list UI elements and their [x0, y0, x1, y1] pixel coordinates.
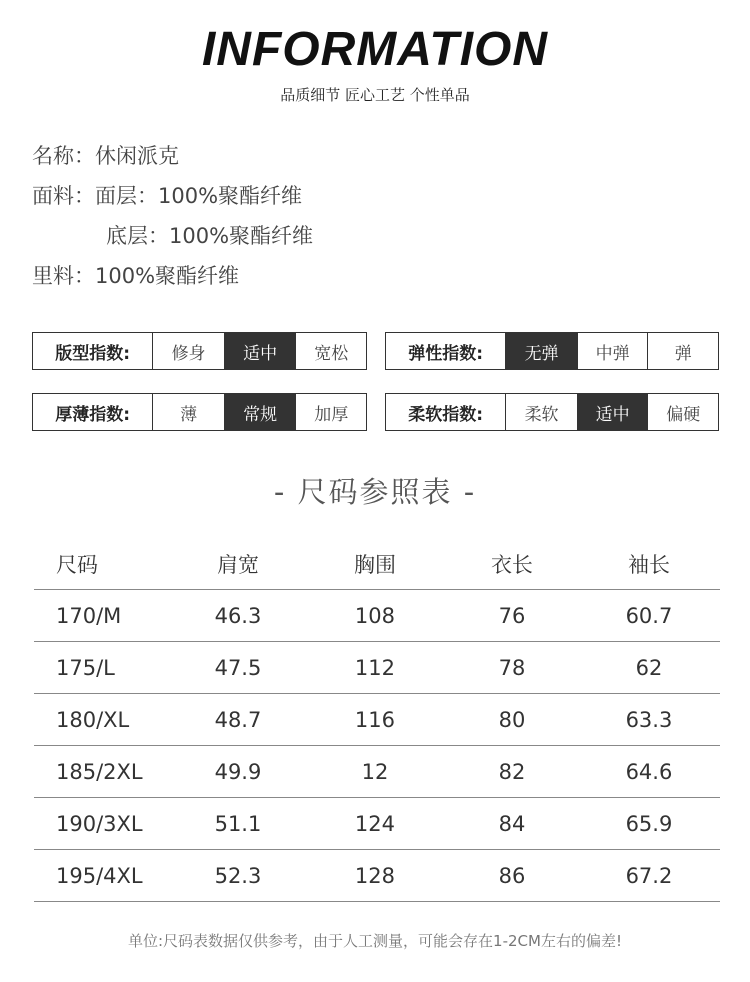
footnote: 单位:尺码表数据仅供参考，由于人工测量，可能会存在1-2CM左右的偏差!: [128, 932, 622, 950]
table-cell: 64.6: [578, 746, 720, 798]
table-cell: 62: [578, 642, 720, 694]
table-cell: 78: [446, 642, 578, 694]
table-row: [34, 798, 720, 850]
thickness-option: 加厚: [295, 394, 366, 430]
column-header: 袖长: [627, 552, 670, 577]
table-row: [34, 694, 720, 746]
table-cell: 63.3: [578, 694, 720, 746]
elasticity-option: 中弹: [577, 333, 648, 369]
elasticity-index-label: 弹性指数:: [408, 343, 484, 364]
table-cell: 67.2: [578, 850, 720, 902]
table-cell: 49.9: [172, 746, 304, 798]
table-cell: 60.7: [578, 590, 720, 642]
table-cell: 82: [446, 746, 578, 798]
info-lining: 里料：100%聚酯纤维: [32, 264, 240, 288]
table-row: [34, 850, 720, 902]
fit-index-label: 版型指数:: [55, 343, 131, 364]
softness-option: 偏硬: [647, 394, 718, 430]
table-cell: 108: [304, 590, 446, 642]
page-title: INFORMATION: [201, 23, 549, 76]
info-fabric-outer: 面料：面层：100%聚酯纤维: [32, 184, 303, 208]
table-cell: 12: [304, 746, 446, 798]
table-header-row: [34, 538, 720, 590]
softness-option: 适中: [577, 394, 648, 430]
table-cell: 76: [446, 590, 578, 642]
table-cell: 48.7: [172, 694, 304, 746]
info-fabric-inner: 底层：100%聚酯纤维: [106, 224, 314, 248]
thickness-option: 常规: [224, 394, 296, 430]
table-cell: 52.3: [172, 850, 304, 902]
table-cell: 86: [446, 850, 578, 902]
table-cell: 180/XL: [34, 694, 172, 746]
thickness-index-label: 厚薄指数:: [55, 404, 131, 425]
table-cell: 175/L: [34, 642, 172, 694]
table-cell: 128: [304, 850, 446, 902]
thickness-option: 薄: [152, 394, 224, 430]
column-header: 衣长: [490, 552, 533, 577]
softness-option: 柔软: [505, 394, 577, 430]
fit-option: 宽松: [295, 333, 366, 369]
softness-index: [385, 393, 719, 431]
thickness-index: [32, 393, 367, 431]
column-header: 胸围: [353, 552, 396, 577]
table-row: [34, 746, 720, 798]
column-header: 肩宽: [216, 552, 259, 577]
table-cell: 51.1: [172, 798, 304, 850]
table-row: [34, 590, 720, 642]
fit-option: 适中: [224, 333, 296, 369]
table-cell: 84: [446, 798, 578, 850]
table-cell: 65.9: [578, 798, 720, 850]
table-cell: 112: [304, 642, 446, 694]
fit-option: 修身: [152, 333, 224, 369]
table-cell: 170/M: [34, 590, 172, 642]
table-cell: 116: [304, 694, 446, 746]
table-cell: 190/3XL: [34, 798, 172, 850]
info-name: 名称：休闲派克: [32, 144, 179, 168]
table-cell: 47.5: [172, 642, 304, 694]
elasticity-option: 弹: [647, 333, 718, 369]
table-cell: 124: [304, 798, 446, 850]
table-cell: 185/2XL: [34, 746, 172, 798]
table-cell: 195/4XL: [34, 850, 172, 902]
table-row: [34, 642, 720, 694]
softness-index-label: 柔软指数:: [408, 404, 484, 425]
table-cell: 46.3: [172, 590, 304, 642]
column-header: 尺码: [56, 552, 98, 577]
size-chart-table: [34, 538, 720, 902]
elasticity-option: 无弹: [505, 333, 577, 369]
fit-index: [32, 332, 367, 370]
size-chart-title: - 尺码参照表 -: [273, 475, 477, 509]
page-subtitle: 品质细节 匠心工艺 个性单品: [280, 86, 470, 104]
elasticity-index: [385, 332, 719, 370]
table-cell: 80: [446, 694, 578, 746]
